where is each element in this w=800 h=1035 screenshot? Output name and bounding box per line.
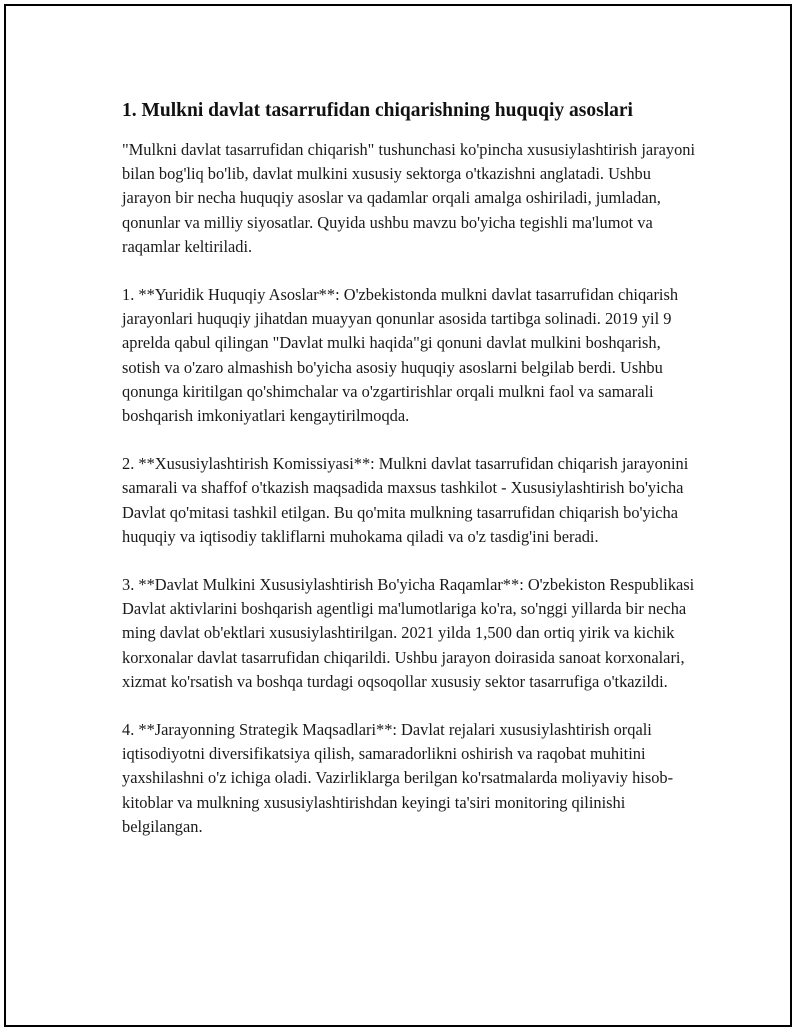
document-page: [4, 4, 792, 1027]
paragraph-privatization-committee: 2. **Xususiylashtirish Komissiyasi**: Mulkni davlat tasarrufidan chiqarish jarayonini samarali va shaffof o'tkazish maqsadida maxsus tashkilot - Xususiylashtirish bo'yicha Davlat qo'mitasi tashkil etilgan. Bu qo'mita mulkning tasarrufidan chiqarish bo'yicha huquqiy va iqtisodiy takliflarni muhokama qiladi va o'z tasdig'ini beradi.: [122, 454, 689, 546]
intro-paragraph: "Mulkni davlat tasarrufidan chiqarish" tushunchasi ko'pincha xususiylashtirish jarayoni bilan bog'liq bo'lib, davlat mulkini xususiy sektorga o'tkazishni anglatadi. Ushbu jarayon bir necha huquqiy asoslar va qadamlar orqali amalga oshiriladi, jumladan, qonunlar va milliy siyosatlar. Quyida ushbu mavzu bo'yicha tegishli ma'lumot va raqamlar keltiriladi.: [122, 140, 696, 256]
section-title: 1. Mulkni davlat tasarrufidan chiqarishning huquqiy asoslari: [122, 100, 633, 121]
paragraph-strategic-goals: 4. **Jarayonning Strategik Maqsadlari**: Davlat rejalari xususiylashtirish orqali iqtisodiyotni diversifikatsiya qilish, samaradorlikni oshirish va raqobat muhitini yaxshilashni o'z ichiga oladi. Vazirliklarga berilgan ko'rsatmalarda moliyaviy hisob-kitoblar va mulkning xususiylashtirishdan keyingi ta'siri monitoring qilinishi belgilangan.: [122, 720, 674, 836]
paragraph-privatization-figures: 3. **Davlat Mulkini Xususiylashtirish Bo'yicha Raqamlar**: O'zbekiston Respublikasi Davlat aktivlarini boshqarish agentligi ma'lumotlariga ko'ra, so'nggi yillarda bir necha ming davlat ob'ektlari xususiylashtirilgan. 2021 yilda 1,500 dan ortiq yirik va kichik korxonalar davlat tasarrufidan chiqarildi. Ushbu jarayon doirasida sanoat korxonalari, xizmat ko'rsatish va boshqa turdagi oqsoqollar xususiy sektor tasarrufiga o'tkazildi.: [122, 575, 695, 691]
paragraph-legal-basis: 1. **Yuridik Huquqiy Asoslar**: O'zbekistonda mulkni davlat tasarrufidan chiqarish jarayonlari huquqiy jihatdan muayyan qonunlar asosida tartibga solinadi. 2019 yil 9 aprelda qabul qilingan "Davlat mulki haqida"gi qonuni davlat mulkini boshqarish, sotish va o'zaro almashish bo'yicha asosiy huquqiy asoslarni belgilab berdi. Ushbu qonunga kiritilgan qo'shimchalar va o'zgartirishlar orqali mulkni faol va samarali boshqarish imkoniyatlari kengaytirilmoqda.: [122, 285, 679, 426]
document-body: [122, 98, 702, 863]
